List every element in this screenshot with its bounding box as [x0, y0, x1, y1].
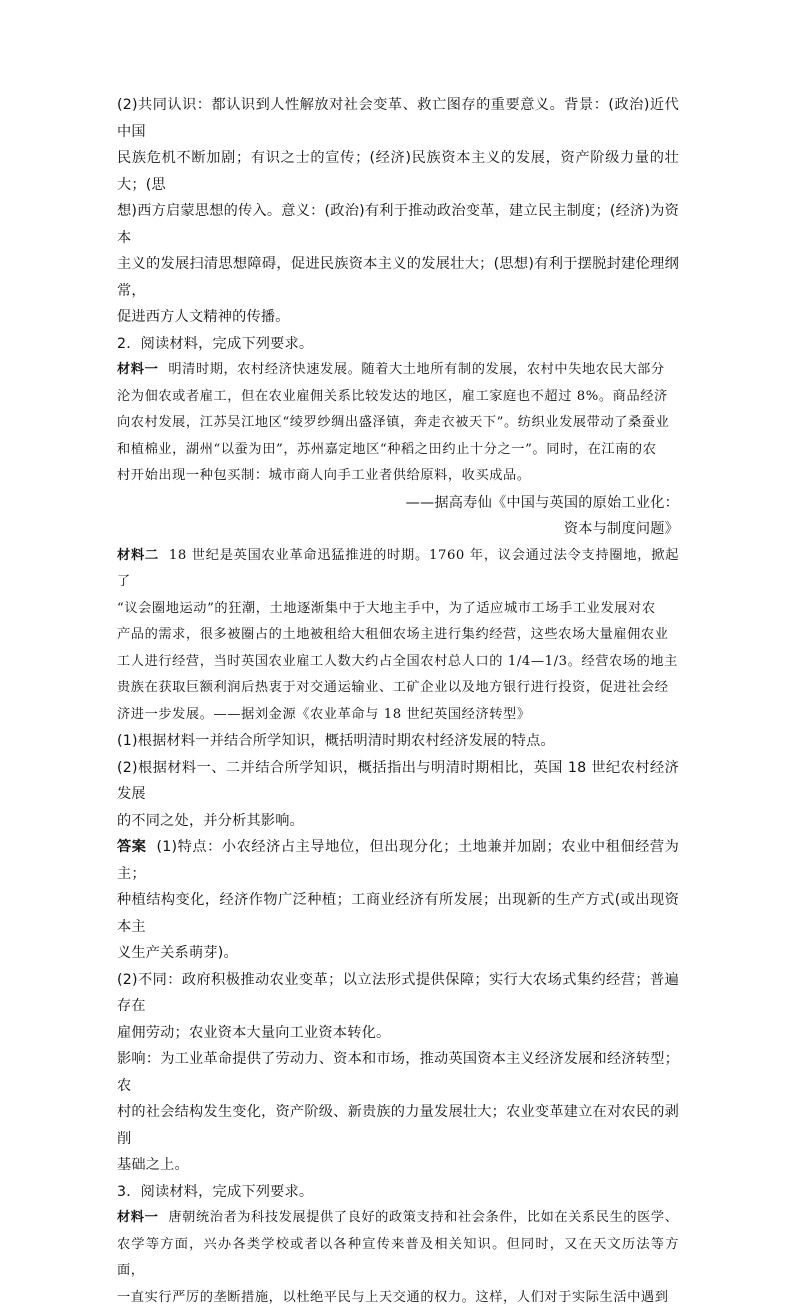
- question-3-heading: 3．阅读材料，完成下列要求。: [117, 1179, 679, 1206]
- material-line: 贵族在获取巨额利润后热衷于对交通运输业、工矿企业以及地方银行进行投资，促进社会经: [117, 675, 679, 702]
- material-line: [117, 543, 679, 596]
- question-2-heading: 2．阅读材料，完成下列要求。: [117, 331, 679, 358]
- material-text: 明清时期，农村经济快速发展。随着大土地所有制的发展，农村中失地农民大部分: [168, 362, 664, 377]
- answer-line: 村的社会结构发生变化，资产阶级、新贵族的力量发展壮大；农业变革建立在对农民的剥削: [117, 1099, 679, 1152]
- material-label: 材料二: [117, 548, 159, 563]
- q2-material-1: [117, 357, 679, 543]
- answer-line: 影响：为工业革命提供了劳动力、资本和市场，推动英国资本主义经济发展和经济转型；农: [117, 1046, 679, 1099]
- material-line: 产品的需求，很多被圈占的土地被租给大租佃农场主进行集约经营，这些农场大量雇佣农业: [117, 622, 679, 649]
- q2-questions: [117, 728, 679, 834]
- text-line: 想)西方启蒙思想的传入。意义：(政治)有利于推动政治变革，建立民主制度；(经济)为资本: [117, 198, 679, 251]
- q3-material-1: [117, 1205, 679, 1311]
- material-line: 向农村发展，江苏吴江地区“绫罗纱绸出盛泽镇，奔走衣被天下”。纺织业发展带动了桑蚕业: [117, 410, 679, 437]
- material-text: 18 世纪是英国农业革命迅猛推进的时期。1760 年，议会通过法令支持圈地，掀起了: [117, 548, 679, 590]
- material-source: 资本与制度问题》: [117, 516, 679, 543]
- material-line: 济进一步发展。——据刘金源《农业革命与 18 世纪英国经济转型》: [117, 702, 679, 729]
- q2-material-2: [117, 543, 679, 729]
- material-line: 农学等方面，兴办各类学校或者以各种宣传来普及相关知识。但同时，又在天文历法等方面，: [117, 1232, 679, 1285]
- answer-text: (1)特点：小农经济占主导地位，但出现分化；土地兼并加剧；农业中租佃经营为主；: [117, 839, 679, 882]
- material-line: [117, 357, 679, 384]
- answer-line: 雇佣劳动；农业资本大量向工业资本转化。: [117, 1020, 679, 1047]
- material-source: ——据高寿仙《中国与英国的原始工业化：: [117, 490, 679, 517]
- text-line: 促进西方人文精神的传播。: [117, 304, 679, 331]
- answer-line: 基础之上。: [117, 1152, 679, 1179]
- material-line: “议会圈地运动”的狂潮，土地逐渐集中于大地主手中，为了适应城市工场手工业发展对农: [117, 596, 679, 623]
- material-line: 和植棉业，湖州“以蚕为田”，苏州嘉定地区“种稻之田约止十分之一”。同时，在江南的农: [117, 437, 679, 464]
- material-text: 唐朝统治者为科技发展提供了良好的政策支持和社会条件，比如在关系民生的医学、: [168, 1210, 678, 1225]
- q1-answer-part2: [117, 92, 679, 331]
- answer-line: [117, 834, 679, 887]
- material-label: 材料一: [117, 1210, 158, 1225]
- question-line: (1)根据材料一并结合所学知识，概括明清时期农村经济发展的特点。: [117, 728, 679, 755]
- material-line: 一直实行严厉的垄断措施，以杜绝平民与上天交通的权力。这样，人们对于实际生活中遇到: [117, 1285, 679, 1311]
- material-label: 材料一: [117, 362, 158, 377]
- text-line: 主义的发展扫清思想障碍，促进民族资本主义的发展壮大；(思想)有利于摆脱封建伦理纲常，: [117, 251, 679, 304]
- answer-line: 种植结构变化，经济作物广泛种植；工商业经济有所发展；出现新的生产方式(或出现资本主: [117, 887, 679, 940]
- document-page: [117, 92, 679, 1311]
- q2-answer: [117, 834, 679, 1179]
- question-line: 的不同之处，并分析其影响。: [117, 808, 679, 835]
- answer-line: (2)不同：政府积极推动农业变革；以立法形式提供保障；实行大农场式集约经营；普遍存在: [117, 967, 679, 1020]
- text-line: 民族危机不断加剧；有识之士的宣传；(经济)民族资本主义的发展，资产阶级力量的壮大；(思: [117, 145, 679, 198]
- text-line: (2)共同认识：都认识到人性解放对社会变革、救亡图存的重要意义。背景：(政治)近代中国: [117, 92, 679, 145]
- material-line: 工人进行经营，当时英国农业雇工人数大约占全国农村总人口的 1/4—1/3。经营农场的地主: [117, 649, 679, 676]
- material-line: 沦为佃农或者雇工，但在农业雇佣关系比较发达的地区，雇工家庭也不超过 8%。商品经济: [117, 384, 679, 411]
- answer-label: 答案: [117, 839, 147, 855]
- question-line: (2)根据材料一、二并结合所学知识，概括指出与明清时期相比，英国 18 世纪农村经济发展: [117, 755, 679, 808]
- answer-line: 义生产关系萌芽)。: [117, 940, 679, 967]
- material-line: 村开始出现一种包买制：城市商人向手工业者供给原料，收买成品。: [117, 463, 679, 490]
- material-line: [117, 1205, 679, 1232]
